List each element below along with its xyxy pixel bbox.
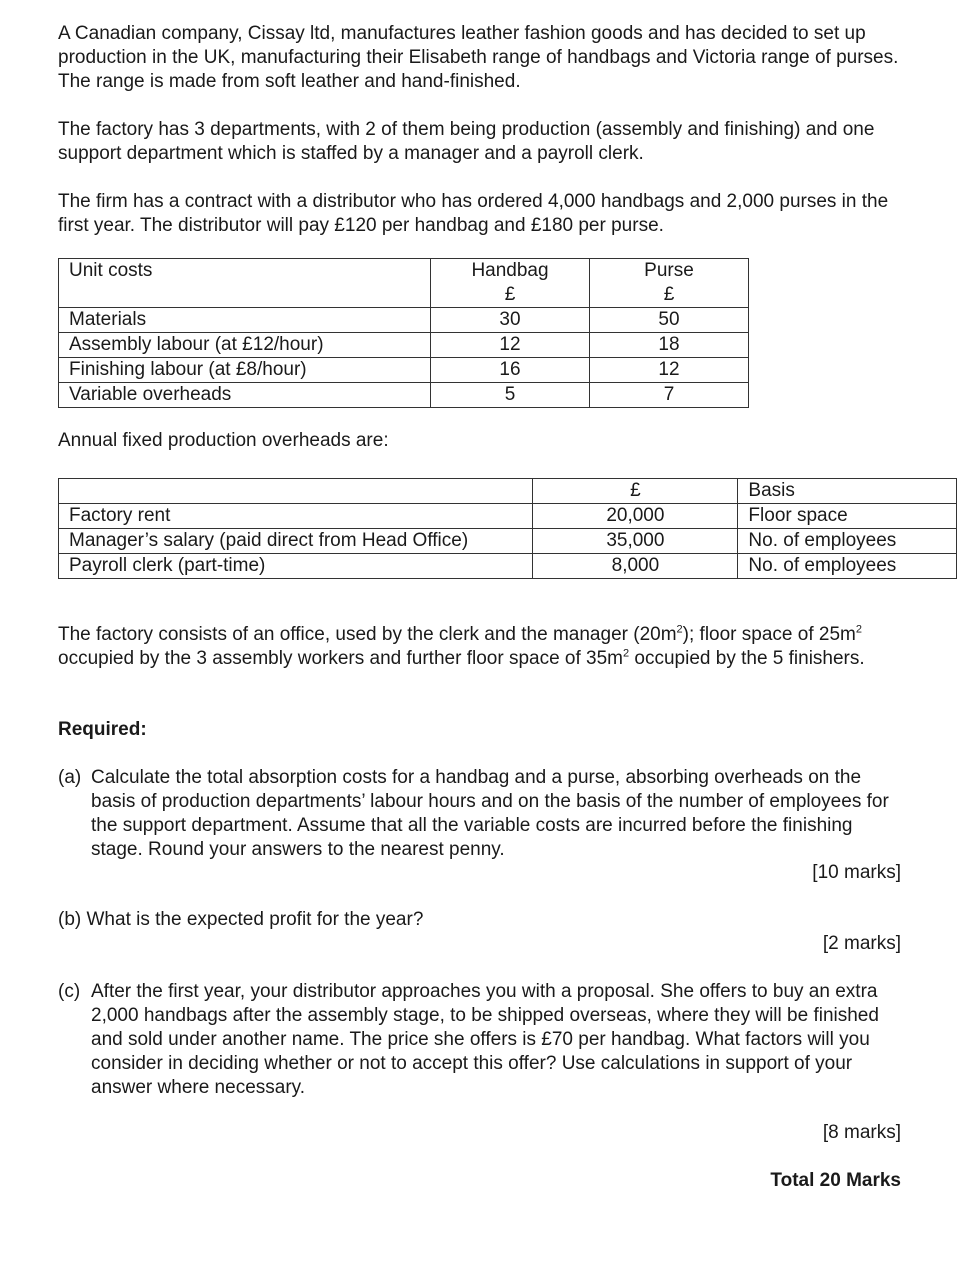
header-label: Unit costs <box>59 259 431 308</box>
row-label: Assembly labour (at £12/hour) <box>59 333 431 358</box>
header-purse-unit: £ <box>663 284 675 305</box>
table-row <box>59 358 749 383</box>
row-label: Factory rent <box>59 504 533 529</box>
row-purse-value: 12 <box>590 358 749 383</box>
row-basis: Floor space <box>738 504 957 529</box>
superscript: 2 <box>855 623 862 636</box>
row-label: Manager’s salary (paid direct from Head Office) <box>59 529 533 554</box>
factory-text-1: The factory consists of an office, used by the clerk and the manager (20m <box>58 624 677 645</box>
table-row <box>59 333 749 358</box>
required-heading: Required: <box>58 719 147 740</box>
row-label: Variable overheads <box>59 383 431 408</box>
factory-text-4: occupied by the 5 finishers. <box>629 648 865 669</box>
intro-paragraph-company: A Canadian company, Cissay ltd, manufactures leather fashion goods and has decided to set up production in the UK, manufacturing their Elisabeth range of handbags and Victoria range of purses. The range is made from soft leather and hand-finished. <box>58 23 899 92</box>
table-row <box>59 308 749 333</box>
question-a-marks: [10 marks] <box>812 862 901 883</box>
row-label: Materials <box>59 308 431 333</box>
fixed-overheads-table <box>58 478 957 579</box>
row-label: Payroll clerk (part-time) <box>59 554 533 579</box>
row-basis: No. of employees <box>738 529 957 554</box>
header-handbag <box>431 259 590 308</box>
row-amount: 8,000 <box>533 554 738 579</box>
question-b <box>58 908 903 932</box>
table-row <box>59 529 957 554</box>
question-c-text: After the first year, your distributor approaches you with a proposal. She offers to buy an extra 2,000 handbags after the assembly stage, to be shipped overseas, where they will be finished and sold under another name. The price she offers is £70 per handbag. What factors will you consider in deciding whether or not to accept this offer? Use calculations in support of your answer where necessary. <box>91 981 879 1098</box>
row-handbag-value: 16 <box>431 358 590 383</box>
header-handbag-label: Handbag <box>471 260 549 281</box>
table-header-row <box>59 479 957 504</box>
intro-paragraph-departments: The factory has 3 departments, with 2 of them being production (assembly and finishing) and one support department which is staffed by a manager and a payroll clerk. <box>58 119 875 164</box>
row-amount: 35,000 <box>533 529 738 554</box>
row-purse-value: 50 <box>590 308 749 333</box>
row-amount: 20,000 <box>533 504 738 529</box>
row-handbag-value: 30 <box>431 308 590 333</box>
intro-paragraph-contract: The firm has a contract with a distributor who has ordered 4,000 handbags and 2,000 purses in the first year. The distributor will pay £120 per handbag and £180 per purse. <box>58 191 889 236</box>
header-basis: Basis <box>738 479 957 504</box>
row-handbag-value: 12 <box>431 333 590 358</box>
question-c-label: (c) <box>58 981 81 1002</box>
row-label: Finishing labour (at £8/hour) <box>59 358 431 383</box>
total-marks: Total 20 Marks <box>770 1170 901 1191</box>
question-a-text: Calculate the total absorption costs for a handbag and a purse, absorbing overheads on the basis of production departments’ labour hours and on the basis of the number of employees for the support department. Assume that all the variable costs are incurred before the finishing stage. Round your answers to the nearest penny. <box>91 767 889 860</box>
header-label <box>59 479 533 504</box>
table-header-row <box>59 259 749 308</box>
factory-text-2: ); floor space of 25m <box>682 624 856 645</box>
superscript: 2 <box>676 623 683 636</box>
question-a-label: (a) <box>58 767 82 788</box>
header-amount: £ <box>533 479 738 504</box>
row-handbag-value: 5 <box>431 383 590 408</box>
factory-text-3: occupied by the 3 assembly workers and further floor space of 35m <box>58 648 624 669</box>
row-basis: No. of employees <box>738 554 957 579</box>
header-purse <box>590 259 749 308</box>
fixed-overheads-intro: Annual fixed production overheads are: <box>58 430 389 451</box>
table-row <box>59 504 957 529</box>
row-purse-value: 18 <box>590 333 749 358</box>
unit-costs-table <box>58 258 749 408</box>
table-row <box>59 554 957 579</box>
row-purse-value: 7 <box>590 383 749 408</box>
question-b-marks: [2 marks] <box>822 933 901 954</box>
question-c-marks: [8 marks] <box>822 1122 901 1143</box>
superscript: 2 <box>623 647 630 660</box>
header-handbag-unit: £ <box>504 284 516 305</box>
header-purse-label: Purse <box>644 260 694 281</box>
question-b-text: (b) What is the expected profit for the year? <box>58 909 424 930</box>
factory-description <box>58 623 918 671</box>
table-row <box>59 383 749 408</box>
